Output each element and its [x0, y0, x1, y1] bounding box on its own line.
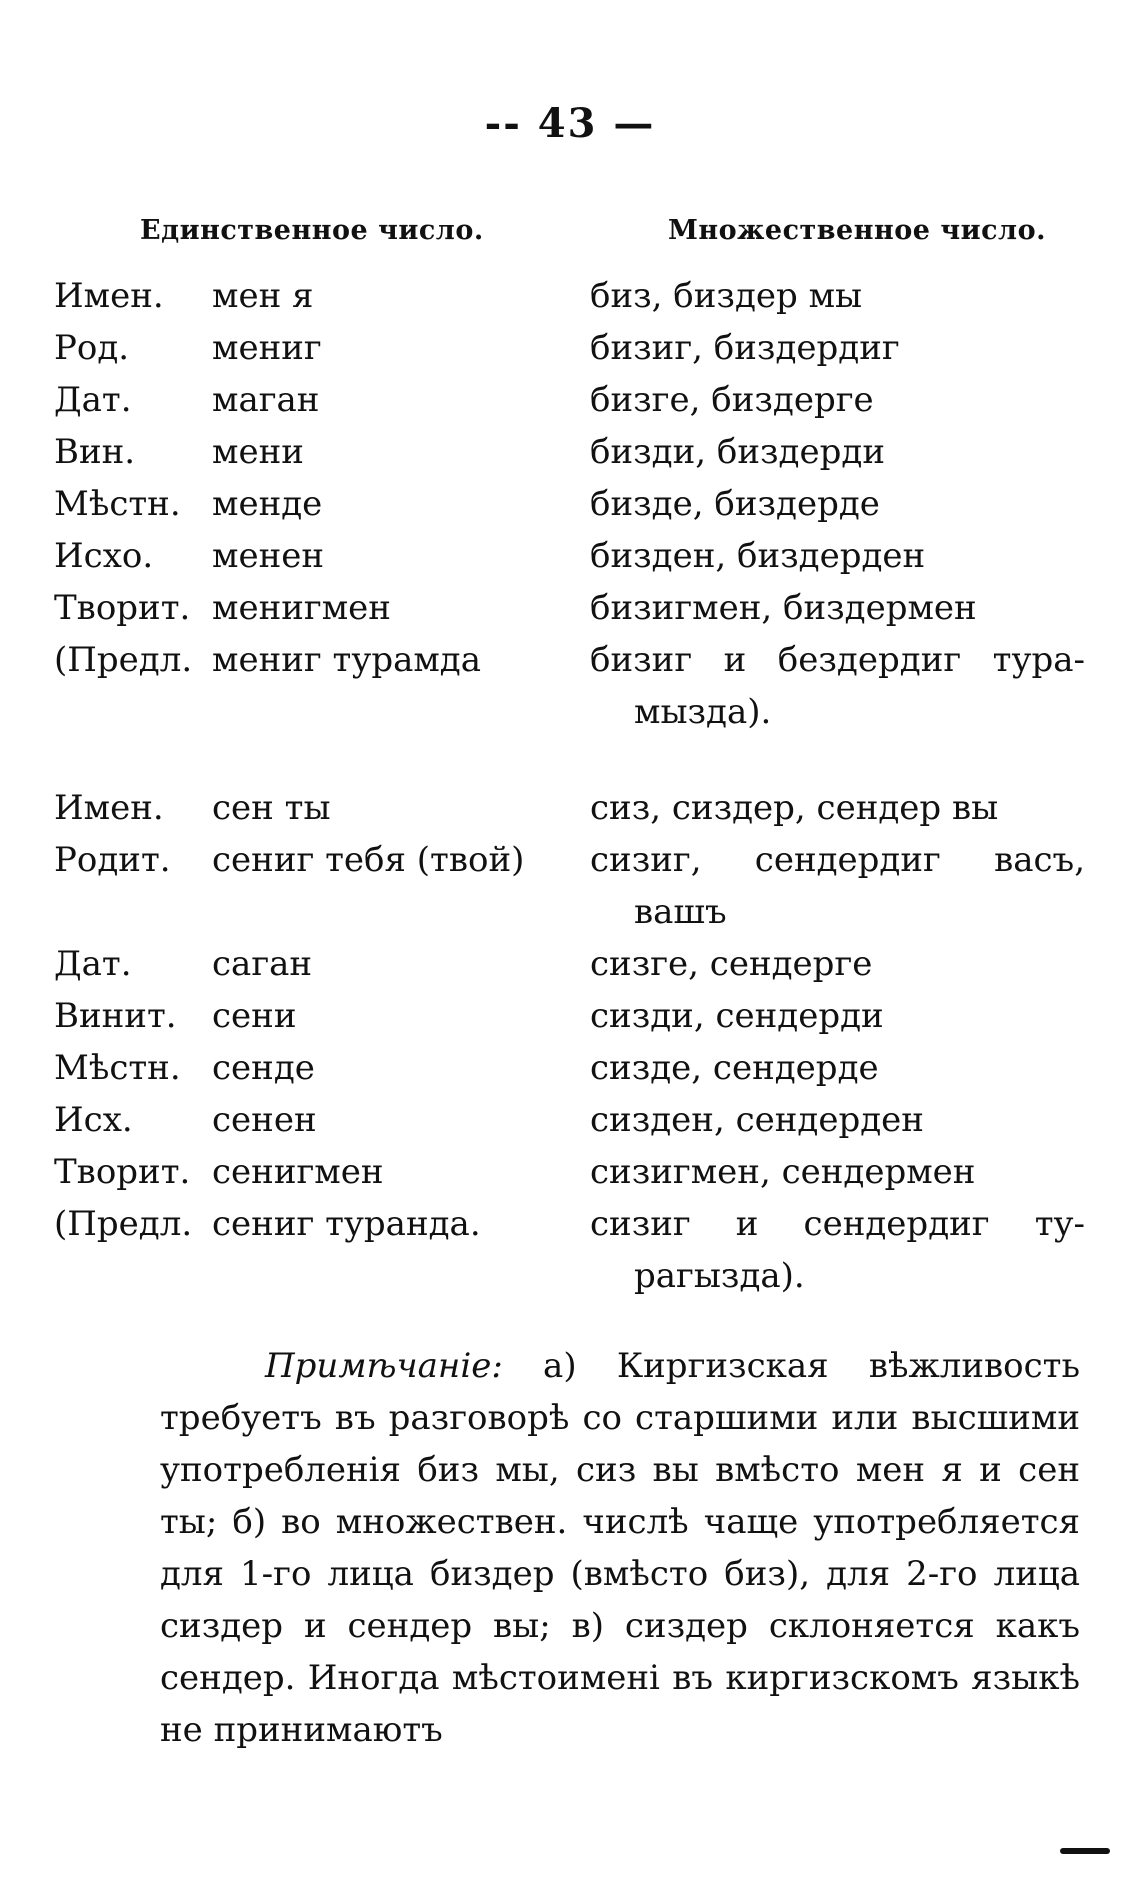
paradigm-row-continuation: [0, 886, 1140, 938]
note-paragraph: [160, 1340, 1080, 1756]
paradigm-row: [0, 1198, 1140, 1250]
singular-form: менен: [212, 536, 325, 576]
paradigm-row: [0, 270, 1140, 322]
case-label: Родит.: [54, 840, 171, 880]
singular-form: сенен: [212, 1100, 317, 1140]
plural-form: бизди, биздерди: [590, 432, 885, 472]
paradigm-row: [0, 1094, 1140, 1146]
paradigm-row: [0, 834, 1140, 886]
paradigm-row: [0, 990, 1140, 1042]
plural-form: сиз, сиздер, сендер вы: [590, 788, 999, 828]
singular-form: мени: [212, 432, 304, 472]
singular-form: мен я: [212, 276, 314, 316]
paradigm-first-person: [0, 270, 1140, 738]
paradigm-second-person: [0, 782, 1140, 1302]
singular-form: саган: [212, 944, 313, 984]
paradigm-row: [0, 782, 1140, 834]
case-label: Исх.: [54, 1100, 133, 1140]
case-label: Творит.: [54, 588, 191, 628]
plural-form: сизиг и сендердиг ту-: [590, 1204, 1085, 1244]
plural-form-continuation: вашъ: [634, 892, 727, 932]
plural-form-continuation: мызда).: [634, 692, 772, 732]
case-label: Имен.: [54, 788, 164, 828]
plural-form: сизге, сендерге: [590, 944, 873, 984]
case-label: Творит.: [54, 1152, 191, 1192]
paradigm-row-continuation: [0, 1250, 1140, 1302]
singular-form: мениг: [212, 328, 322, 368]
singular-form: сенде: [212, 1048, 315, 1088]
singular-form: менигмен: [212, 588, 391, 628]
singular-form: сен ты: [212, 788, 331, 828]
paradigm-row: [0, 322, 1140, 374]
case-label: Исхо.: [54, 536, 154, 576]
plural-form: сизде, сендерде: [590, 1048, 879, 1088]
paradigm-row: [0, 426, 1140, 478]
plural-form: бизигмен, биздермен: [590, 588, 977, 628]
paradigm-row: [0, 478, 1140, 530]
singular-form: сениг туранда.: [212, 1204, 481, 1244]
case-label: Род.: [54, 328, 130, 368]
paradigm-row: [0, 374, 1140, 426]
singular-form: маган: [212, 380, 320, 420]
case-label: Мѣстн.: [54, 1048, 181, 1088]
singular-form: сени: [212, 996, 297, 1036]
case-label: Дат.: [54, 380, 132, 420]
plural-form: сизигмен, сендермен: [590, 1152, 976, 1192]
plural-form: бизиг, биздердиг: [590, 328, 900, 368]
note-label: Примѣчаніе:: [265, 1346, 503, 1386]
plural-form: бизден, биздерден: [590, 536, 926, 576]
paradigm-row: [0, 1042, 1140, 1094]
page-number: -- 43 —: [484, 100, 656, 147]
plural-form: бизде, биздерде: [590, 484, 880, 524]
case-label: Вин.: [54, 432, 136, 472]
paradigm-row: [0, 634, 1140, 686]
plural-form: бизиг и бездердиг тура-: [590, 640, 1085, 680]
plural-form: сизден, сендерден: [590, 1100, 924, 1140]
plural-form: сизиг, сендердиг васъ,: [590, 840, 1085, 880]
plural-header: Множественное число.: [668, 215, 1046, 246]
plural-form: сизди, сендерди: [590, 996, 884, 1036]
singular-header: Единственное число.: [140, 215, 484, 246]
case-label: (Предл.: [54, 640, 193, 680]
note-text: а) Киргизская вѣжливость требуетъ въ разговорѣ со старшими или высшими употребленія биз мы, сиз вы вмѣсто мен я и сен ты; б) во множествен. числѣ чаще употребляется для 1-го лица биздер (вмѣсто биз), для 2-го лица сиздер и сендер вы; в) сиздер склоняется какъ сендер. Иногда мѣстоимені въ киргизскомъ языкѣ не принимаютъ: [160, 1346, 1081, 1750]
page-end-mark: [1060, 1848, 1110, 1854]
paradigm-row-continuation: [0, 686, 1140, 738]
case-label: Мѣстн.: [54, 484, 181, 524]
paradigm-row: [0, 582, 1140, 634]
plural-form-continuation: рагызда).: [634, 1256, 805, 1296]
singular-form: сениг тебя (твой): [212, 840, 525, 880]
case-label: Винит.: [54, 996, 177, 1036]
singular-form: мениг турамда: [212, 640, 482, 680]
paradigm-row: [0, 1146, 1140, 1198]
plural-form: биз, биздер мы: [590, 276, 863, 316]
case-label: (Предл.: [54, 1204, 193, 1244]
case-label: Имен.: [54, 276, 164, 316]
paradigm-row: [0, 530, 1140, 582]
case-label: Дат.: [54, 944, 132, 984]
singular-form: менде: [212, 484, 323, 524]
paradigm-row: [0, 938, 1140, 990]
singular-form: сенигмен: [212, 1152, 384, 1192]
plural-form: бизге, биздерге: [590, 380, 874, 420]
